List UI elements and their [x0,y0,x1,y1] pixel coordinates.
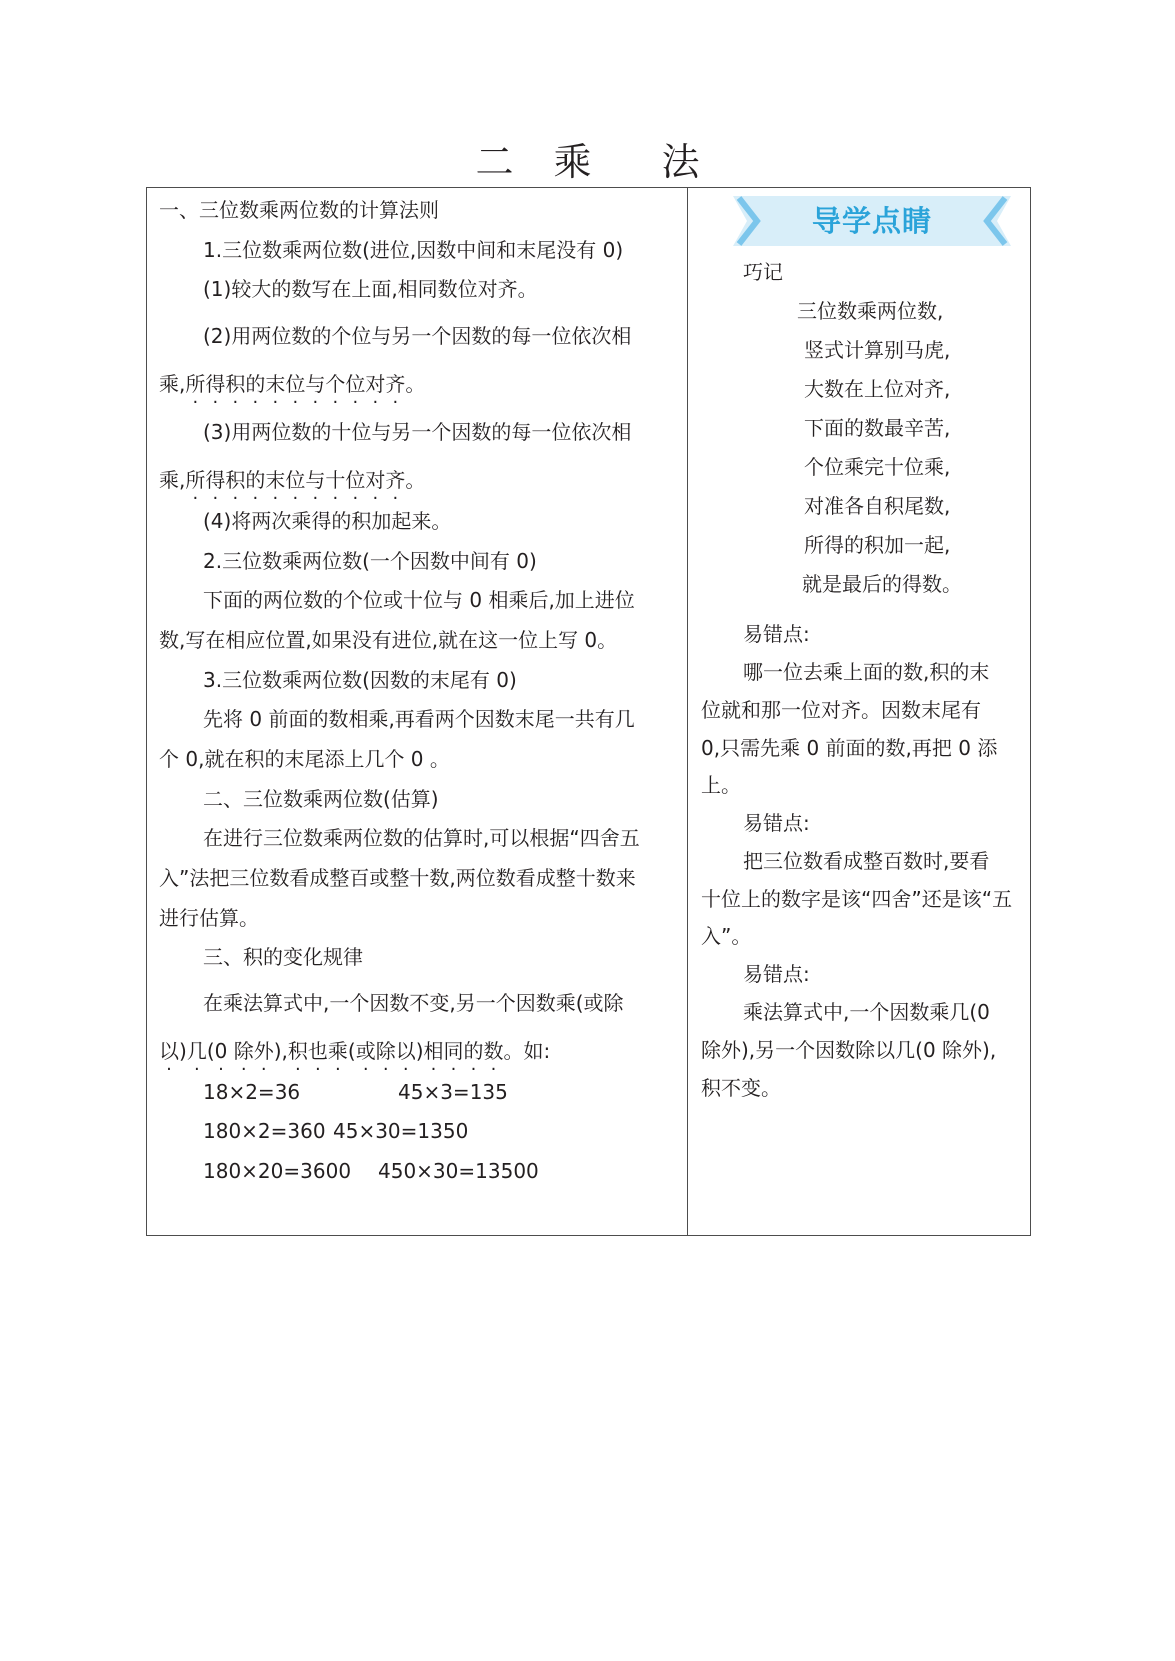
rule-3-line-2: 个 0,就在积的末尾添上几个 0 。 [159,747,450,771]
poem-line: 对准各自积尾数, [804,494,951,518]
example-2b: 45×30=1350 [333,1119,469,1143]
content-frame [146,187,1031,1236]
rule-2-line-2: 数,写在相应位置,如果没有进位,就在这一位上写 0。 [159,628,618,652]
rule-1b-line-1: (2)用两位数的个位与另一个因数的每一位依次相 [203,324,632,348]
rule-2-line-1: 下面的两位数的个位或十位与 0 相乘后,加上进位 [203,588,635,612]
rule-1b-emphasis: 所得积的末位与个位对齐。 [185,372,426,396]
mistake-2-line-3: 入”。 [701,924,752,948]
section-2-line-1: 在进行三位数乘两位数的估算时,可以根据“四舍五 [203,826,640,850]
rule-3-line-1: 先将 0 前面的数相乘,再看两个因数末尾一共有几 [203,707,635,731]
poem-line: 下面的数最辛苦, [804,416,951,440]
rule-3-title: 3.三位数乘两位数(因数的末尾有 0) [203,668,517,692]
mistake-1-line-1: 哪一位去乘上面的数,积的末 [743,660,990,684]
column-divider [687,188,688,1235]
page-title [0,138,1175,186]
mistake-1-label: 易错点: [743,622,810,646]
example-2a: 180×2=360 [203,1119,326,1143]
poem-line: 大数在上位对齐, [804,377,951,401]
section-3-line-2 [159,1037,550,1065]
qiaoji-label: 巧记 [743,260,783,284]
mistake-3-line-2: 除外),另一个因数除以几(0 除外), [701,1038,997,1062]
section-3-heading: 三、积的变化规律 [203,945,363,969]
poem-line: 三位数乘两位数, [797,299,944,323]
section-2-line-3: 进行估算。 [159,906,259,930]
example-3a: 180×20=3600 [203,1159,352,1183]
poem-line: 所得的积加一起, [804,533,951,557]
rule-1c-line-2 [159,466,425,494]
title-char-3: 法 [661,140,700,184]
example-3b: 450×30=13500 [378,1159,539,1183]
title-char-1: 二 [475,140,514,184]
rule-2-title: 2.三位数乘两位数(一个因数中间有 0) [203,549,537,573]
banner-title: 导学点睛 [811,204,932,238]
mistake-3-line-1: 乘法算式中,一个因数乘几(0 [743,1000,990,1024]
rule-1a: (1)较大的数写在上面,相同数位对齐。 [203,277,538,301]
rule-1b-prefix: 乘, [159,372,186,396]
mistake-2-line-2: 十位上的数字是该“四舍”还是该“五 [701,887,1013,911]
example-1b: 45×3=135 [398,1080,508,1104]
section-2-heading: 二、三位数乘两位数(估算) [203,787,439,811]
mistake-2-line-1: 把三位数看成整百数时,要看 [743,849,990,873]
rule-1c-line-1: (3)用两位数的十位与另一个因数的每一位依次相 [203,420,632,444]
section-3-line-1: 在乘法算式中,一个因数不变,另一个因数乘(或除 [203,991,624,1015]
mistake-3-line-3: 积不变。 [701,1076,781,1100]
poem-line: 个位乘完十位乘, [804,455,951,479]
section-3-emphasis: 以)几(0 · 除外),积也乘(或除以)相同的数。 [159,1039,524,1063]
rule-1c-prefix: 乘, [159,468,186,492]
section-1-heading: 一、三位数乘两位数的计算法则 [159,198,439,222]
example-1a: 18×2=36 [203,1080,301,1104]
rule-1c-emphasis: 所得积的末位与十位对齐。 [185,468,426,492]
section-2-line-2: 入”法把三位数看成整百或整十数,两位数看成整十数来 [159,866,636,890]
mistake-1-line-3: 0,只需先乘 0 前面的数,再把 0 添 [701,736,998,760]
guide-banner [733,196,1011,246]
rule-1b-line-2 [159,370,425,398]
title-char-2: 乘 [553,140,592,184]
poem-line: 就是最后的得数。 [802,572,962,596]
rule-1-title: 1.三位数乘两位数(进位,因数中间和末尾没有 0) [203,238,624,262]
section-3-suffix: 如: [523,1039,551,1063]
rule-1d: (4)将两次乘得的积加起来。 [203,509,452,533]
mistake-1-line-2: 位就和那一位对齐。因数末尾有 [701,698,981,722]
mistake-1-line-4: 上。 [701,773,741,797]
mistake-2-label: 易错点: [743,811,810,835]
poem-line: 竖式计算别马虎, [804,338,951,362]
mistake-3-label: 易错点: [743,962,810,986]
